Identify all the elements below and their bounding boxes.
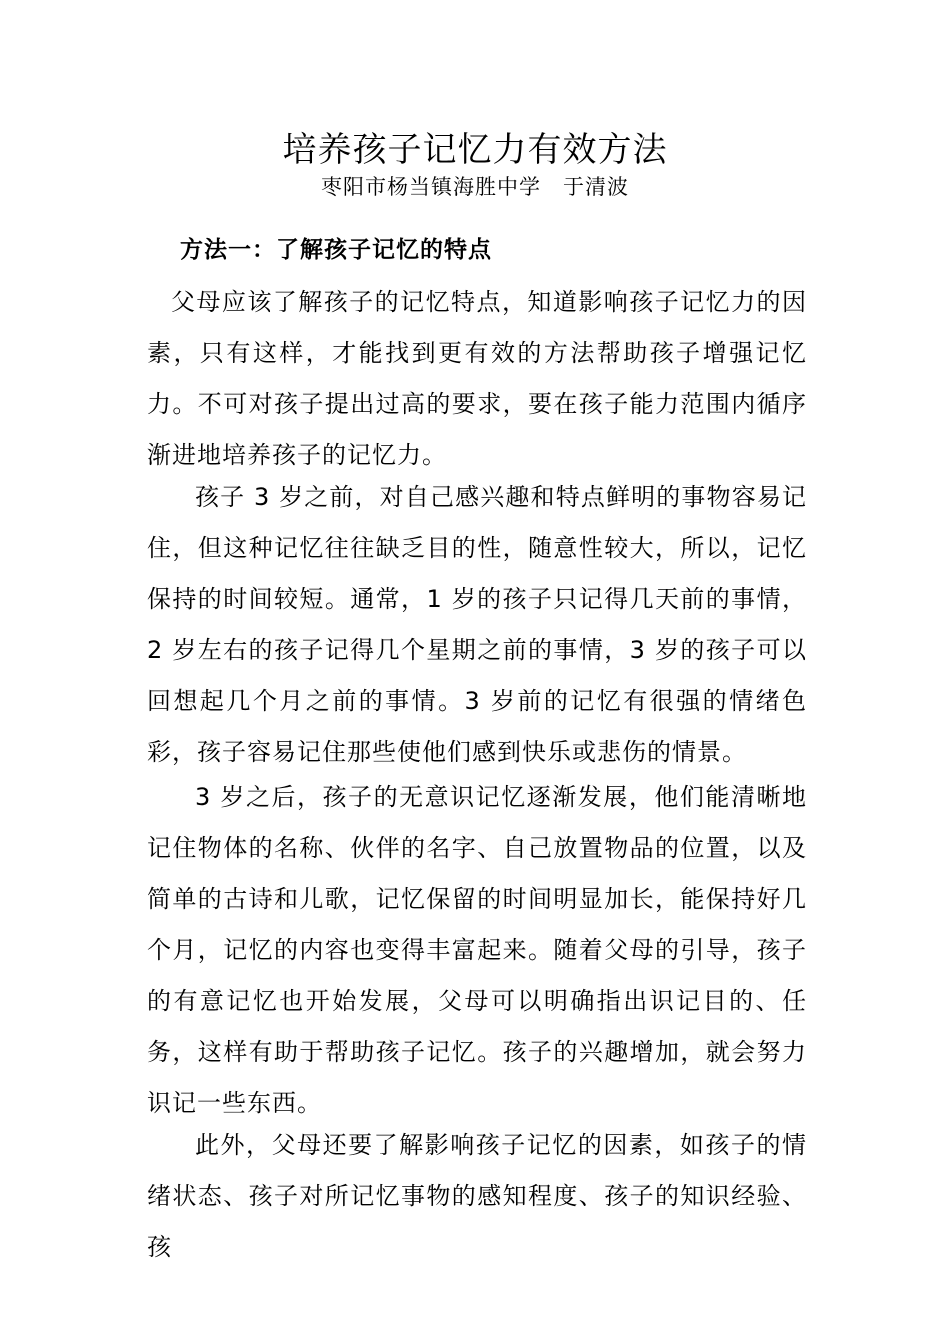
author-line: 枣阳市杨当镇海胜中学 于清波 bbox=[321, 175, 629, 199]
section-heading: 方法一：了解孩子记忆的特点 bbox=[180, 237, 492, 263]
body-paragraph: 父母应该了解孩子的记忆特点，知道影响孩子记忆力的因素，只有这样，才能找到更有效的方法帮助孩子增强记忆力。不可对孩子提出过高的要求，要在孩子能力范围内循序渐进地培养孩子的记忆力。 bbox=[147, 288, 807, 469]
body-paragraph: 孩子 3 岁之前，对自己感兴趣和特点鲜明的事物容易记住，但这种记忆往往缺乏目的性，随意性较大，所以，记忆保持的时间较短。通常，1 岁的孩子只记得几天前的事情，2 岁左右的孩子记得几个星期之前的事情，3 岁的孩子可以回想起几个月之前的事情。3 岁前的记忆有很强的情绪色彩，孩子容易记住那些使他们感到快乐或悲伤的情景。 bbox=[147, 483, 807, 766]
body-paragraph: 3 岁之后，孩子的无意识记忆逐渐发展，他们能清晰地记住物体的名称、伙伴的名字、自己放置物品的位置，以及简单的古诗和儿歌，记忆保留的时间明显加长，能保持好几个月，记忆的内容也变得丰富起来。随着父母的引导，孩子的有意记忆也开始发展，父母可以明确指出识记目的、任务，这样有助于帮助孩子记忆。孩子的兴趣增加，就会努力识记一些东西。 bbox=[147, 783, 807, 1117]
body-paragraph: 此外，父母还要了解影响孩子记忆的因素，如孩子的情绪状态、孩子对所记忆事物的感知程度、孩子的知识经验、孩 bbox=[147, 1131, 807, 1261]
document-title: 培养孩子记忆力有效方法 bbox=[282, 130, 668, 170]
